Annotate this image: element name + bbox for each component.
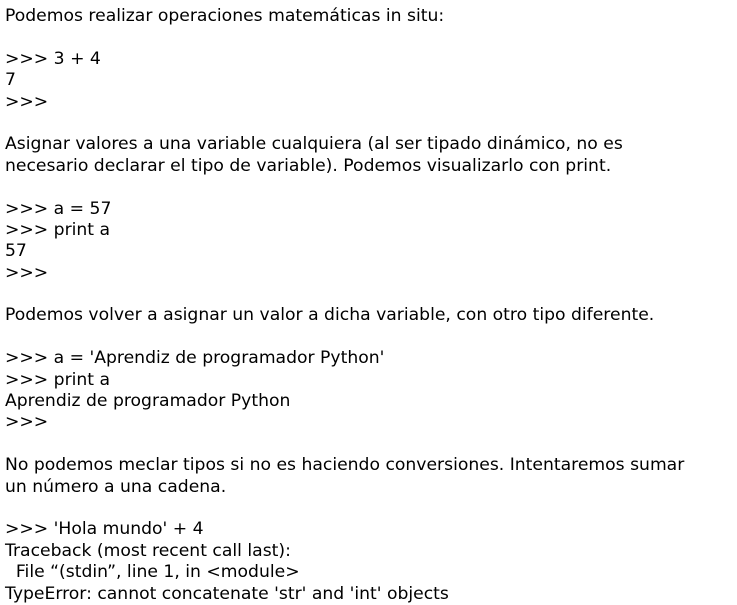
paragraph-reassign: Podemos volver a asignar un valor a dicha variable, con otro tipo diferente. [5,305,655,326]
spacer [5,498,737,519]
code-line-math-input: >>> 3 + 4 [5,48,101,69]
code-line-reassign-input: >>> a = 'Aprendiz de programador Python' [5,348,385,369]
paragraph-math-intro: Podemos realizar operaciones matemáticas in situ: [5,6,445,26]
code-line-assign-prompt: >>> [5,262,49,283]
code-line-mix-input: >>> 'Hola mundo' + 4 [5,519,204,540]
paragraph-assign-line-2: necesario declarar el tipo de variable). Podemos visualizarlo con print. [5,155,612,176]
spacer [5,27,737,48]
spacer [5,327,737,348]
code-line-reassign-print: >>> print a [5,369,111,390]
spacer [5,177,737,198]
code-line-math-prompt: >>> [5,91,49,112]
spacer [5,434,737,455]
spacer [5,113,737,134]
code-line-reassign-output: Aprendiz de programador Python [5,391,291,412]
code-line-math-output: 7 [5,70,16,91]
code-line-assign-print: >>> print a [5,219,111,240]
code-line-traceback-file: File “(stdin”, line 1, in <module> [5,562,300,583]
paragraph-assign-line-1: Asignar valores a una variable cualquiera (al ser tipado dinámico, no es [5,134,623,155]
paragraph-mix-line-1: No podemos meclar tipos si no es haciendo conversiones. Intentaremos sumar [5,455,685,476]
spacer [5,284,737,305]
code-line-type-error: TypeError: cannot concatenate 'str' and 'int' objects [5,583,449,604]
paragraph-mix-line-2: un número a una cadena. [5,476,227,497]
code-line-traceback: Traceback (most recent call last): [5,540,291,561]
code-line-assign-output: 57 [5,241,27,262]
code-line-assign-input: >>> a = 57 [5,198,112,219]
code-line-reassign-prompt: >>> [5,412,49,433]
